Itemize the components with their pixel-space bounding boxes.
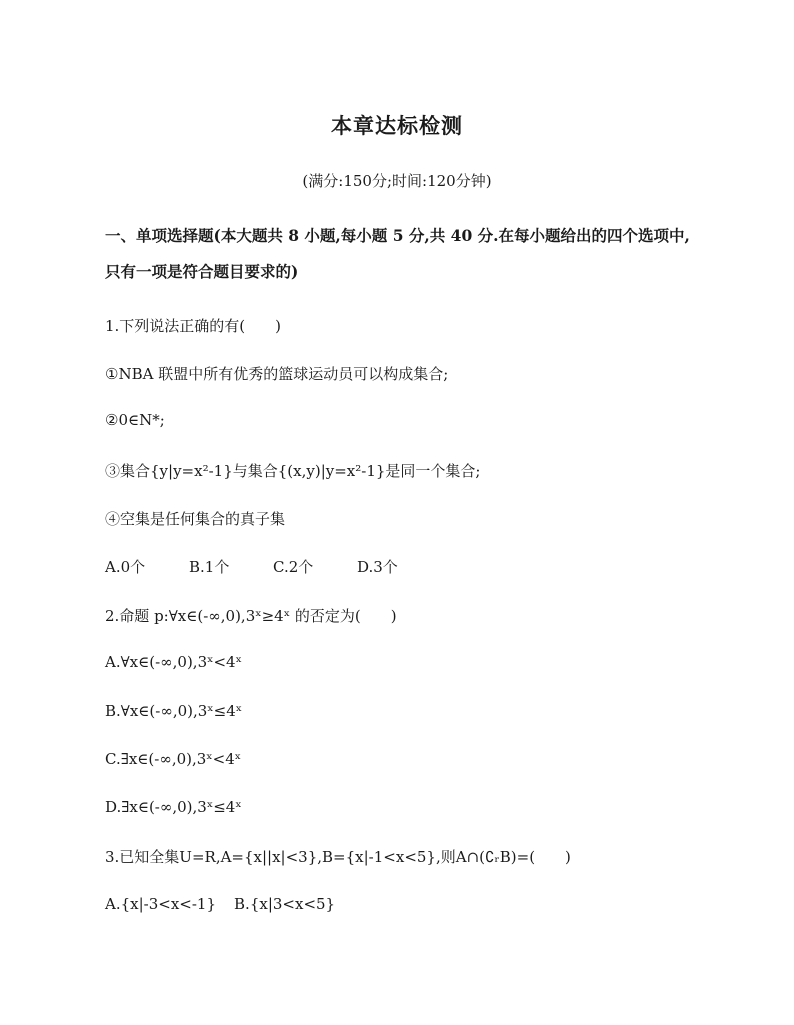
question-3-option-b: B.{x|3<x<5} [234, 895, 336, 913]
question-1-statement-4: ④空集是任何集合的真子集 [105, 510, 286, 528]
question-2-option-a: A.∀x∈(-∞,0),3ˣ<4ˣ [105, 653, 242, 671]
question-3-option-a: A.{x|-3<x<-1} [105, 895, 217, 913]
question-3-options [105, 895, 705, 913]
question-1-options [105, 556, 705, 577]
question-1-option-d: D.3个 [357, 558, 398, 576]
question-2-option-b: B.∀x∈(-∞,0),3ˣ≤4ˣ [105, 702, 243, 720]
question-2-stem: 2.命题 p:∀x∈(-∞,0),3ˣ≥4ˣ 的否定为( ) [105, 607, 397, 625]
question-3-stem: 3.已知全集U=R,A={x||x|<3},B={x|-1<x<5},则A∩(∁ᵣB)=( ) [105, 848, 571, 866]
page-title: 本章达标检测 [331, 113, 463, 138]
question-1-option-a: A.0个 [105, 558, 146, 576]
exam-info: (满分:150分;时间:120分钟) [302, 172, 492, 190]
question-2-option-d: D.∃x∈(-∞,0),3ˣ≤4ˣ [105, 798, 242, 816]
question-1-statement-2: ②0∈N*; [105, 411, 165, 429]
question-2-option-c: C.∃x∈(-∞,0),3ˣ<4ˣ [105, 750, 242, 768]
question-1-option-c: C.2个 [273, 558, 314, 576]
question-1-statement-3: ③集合{y|y=x²-1}与集合{(x,y)|y=x²-1}是同一个集合; [105, 462, 481, 480]
question-1-stem: 1.下列说法正确的有( ) [105, 317, 282, 335]
question-1-statement-1: ①NBA 联盟中所有优秀的篮球运动员可以构成集合; [105, 365, 449, 383]
section-heading: 一、单项选择题(本大题共 8 小题,每小题 5 分,共 40 分.在每小题给出的四个选项中,只有一项是符合题目要求的) [105, 226, 690, 281]
question-1-option-b: B.1个 [189, 558, 230, 576]
